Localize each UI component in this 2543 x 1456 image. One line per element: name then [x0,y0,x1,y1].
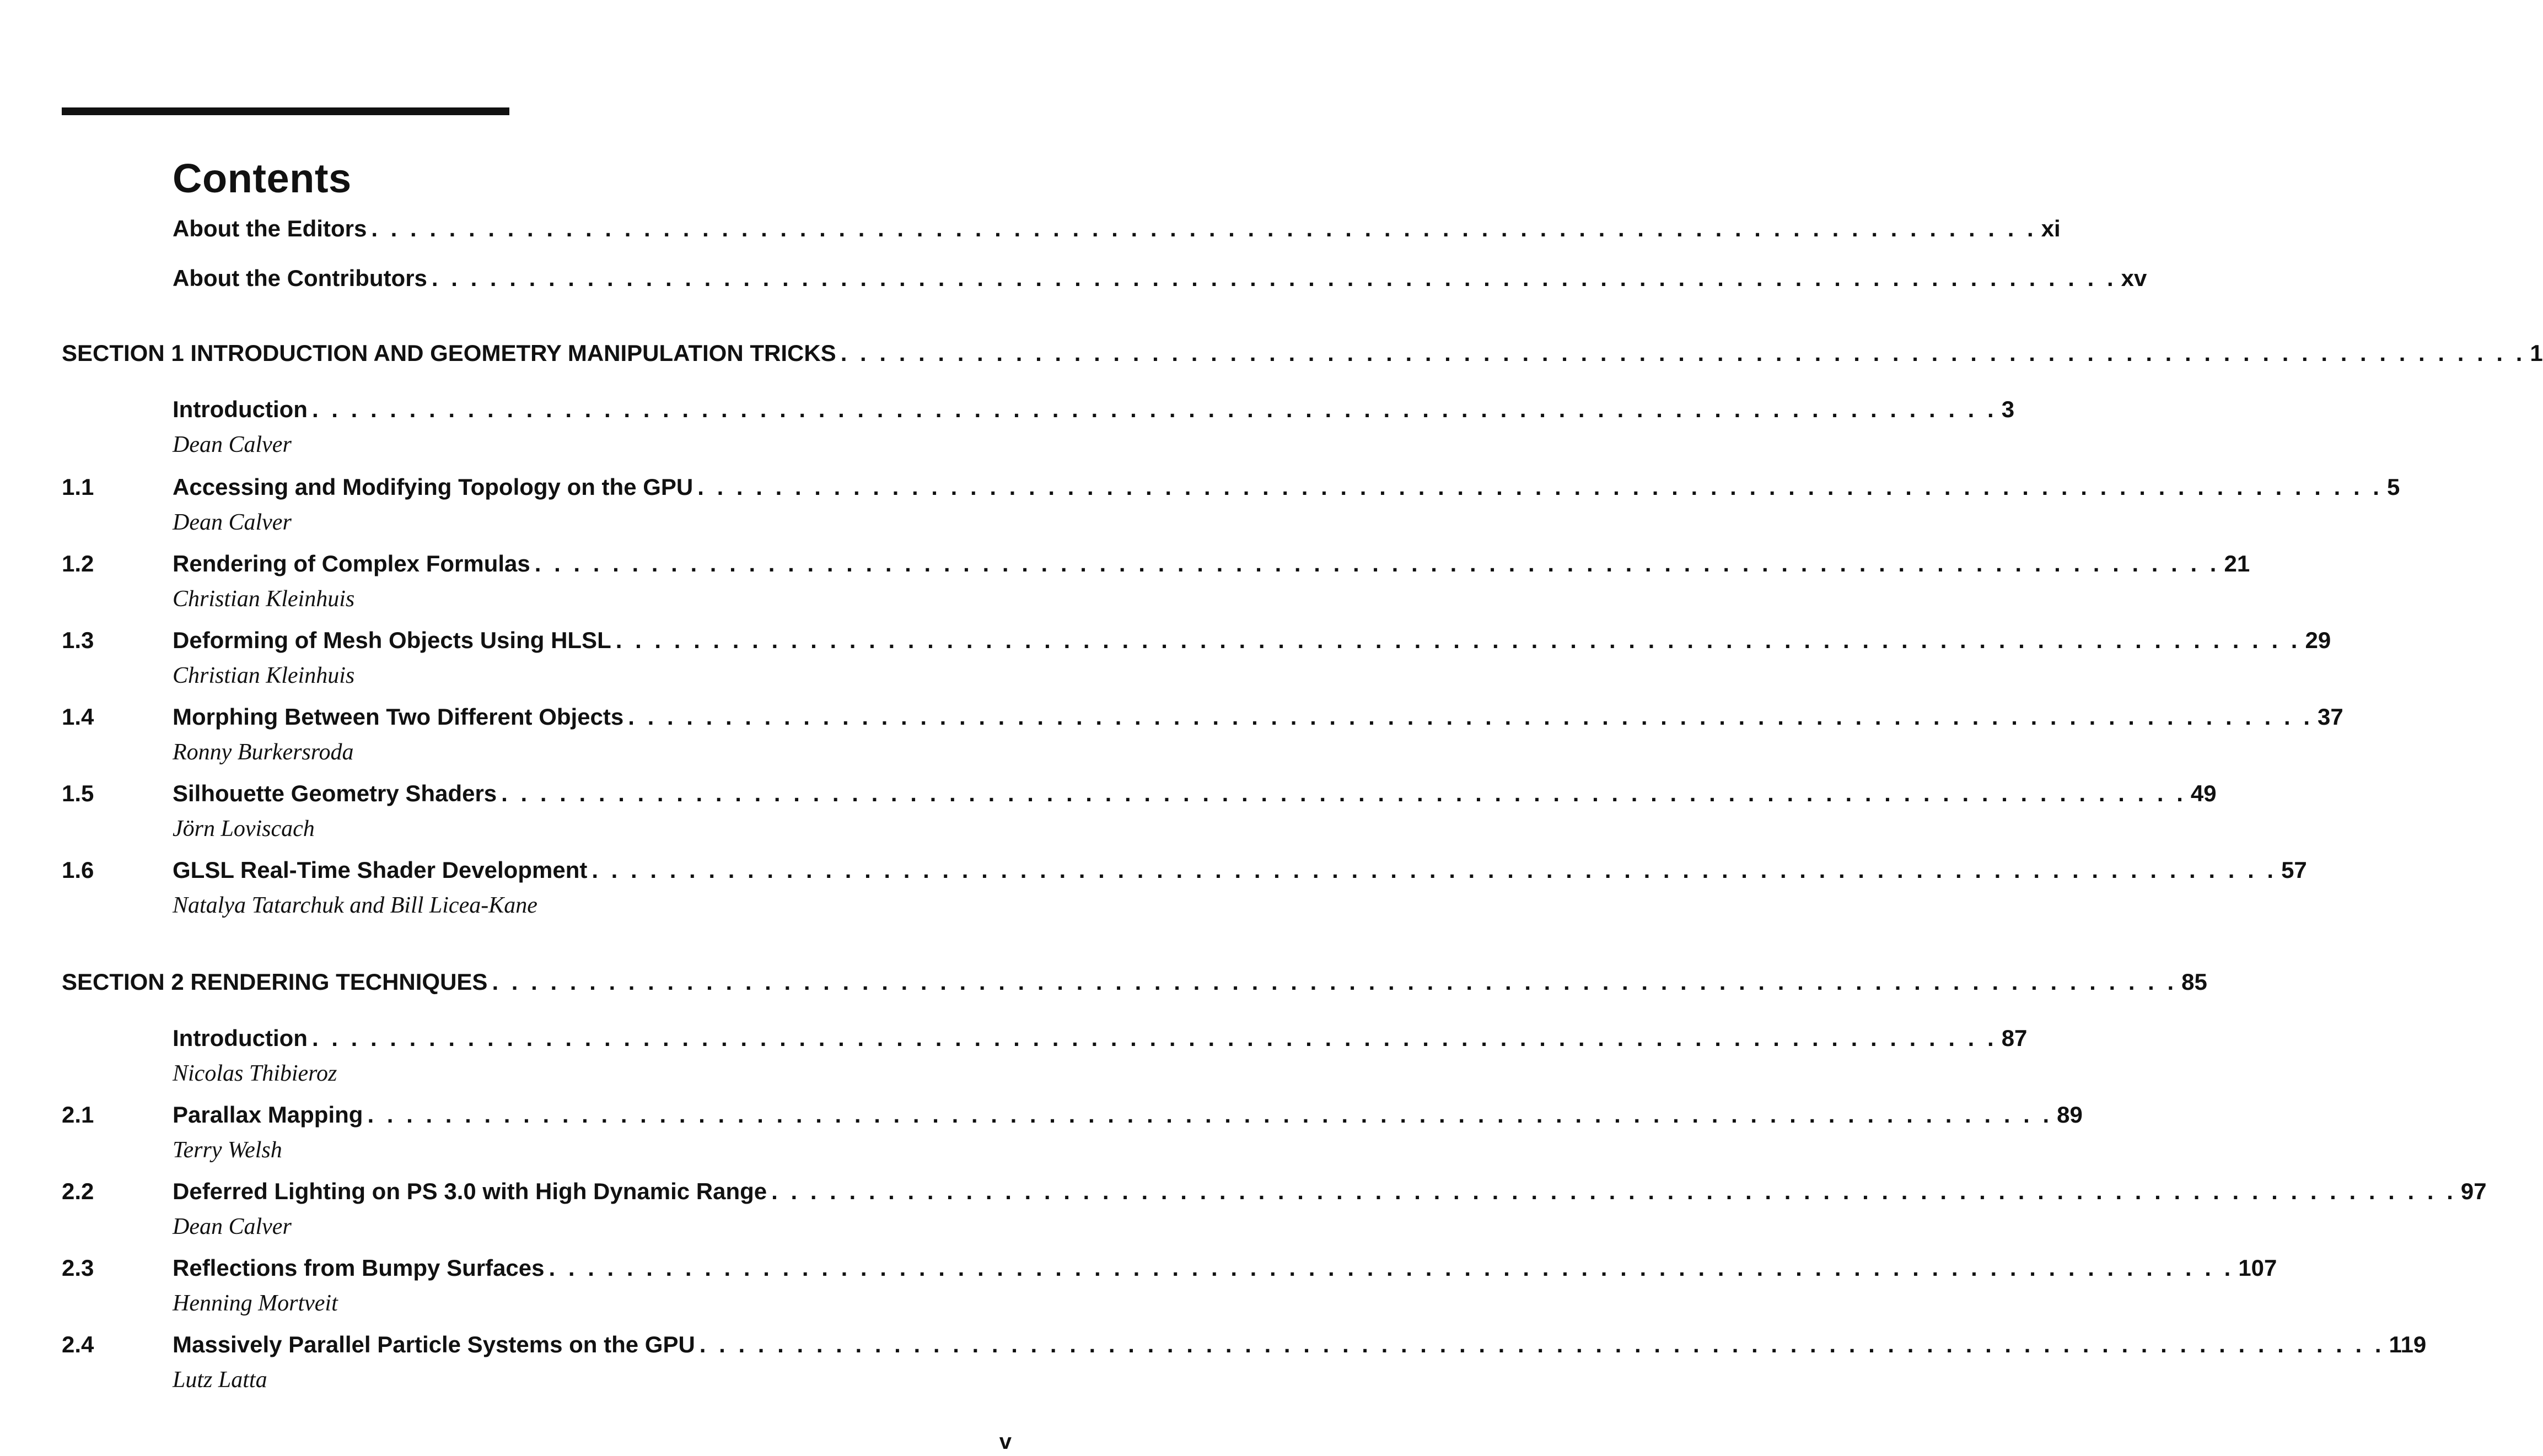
leader-dots: . . . . . . . . . . . . . . . . . . . . . . . . . . . . . . . . . . . . . . . . . . . . . . . . . . . . . . . . . . . . . . . . . . . . . . . . . . . . . . . . . . . . . . . [628,704,2313,730]
toc-page-number: 107 [2238,1255,2277,1281]
chapter-number: 2.4 [62,1331,94,1357]
toc-entry-title: Rendering of Complex Formulas [173,551,530,576]
toc-page-number: 3 [2001,396,2015,422]
toc-author: Ronny Burkersroda [173,740,354,765]
leader-dots: . . . . . . . . . . . . . . . . . . . . . . . . . . . . . . . . . . . . . . . . . . . . . . . . . . . . . . . . . . . . . . . . . . . . . . . . . . . . . . . . . . . . . . . [311,396,1997,422]
toc-entry-about-editors[interactable] [173,214,2061,244]
toc-author: Nicolas Thibieroz [173,1061,337,1086]
toc-entry[interactable] [173,625,2331,655]
toc-entry-title: About the Contributors [173,265,427,291]
leader-dots: . . . . . . . . . . . . . . . . . . . . . . . . . . . . . . . . . . . . . . . . . . . . . . . . . . . . . . . . . . . . . . . . . . . . . . . . . . . . . . . . . . . . . . . [840,340,2526,366]
toc-author: Christian Kleinhuis [173,663,355,688]
toc-entry-title: Morphing Between Two Different Objects [173,704,624,730]
page-title: Contents [173,155,352,201]
toc-author: Lutz Latta [173,1367,267,1393]
leader-dots: . . . . . . . . . . . . . . . . . . . . . . . . . . . . . . . . . . . . . . . . . . . . . . . . . . . . . . . . . . . . . . . . . . . . . . . . . . . . . . . . . . . . . . . [431,265,2117,291]
toc-author: Dean Calver [173,432,292,457]
toc-entry-title: GLSL Real-Time Shader Development [173,857,588,883]
toc-entry-title: Accessing and Modifying Topology on the GPU [173,474,693,500]
toc-author: Jörn Loviscach [173,816,315,842]
toc-page-number: 1 [2530,340,2543,366]
chapter-number: 1.3 [62,627,94,653]
chapter-number: 1.5 [62,780,94,806]
toc-author: Natalya Tatarchuk and Bill Licea-Kane [173,893,537,918]
toc-entry[interactable] [173,702,2343,732]
leader-dots: . . . . . . . . . . . . . . . . . . . . . . . . . . . . . . . . . . . . . . . . . . . . . . . . . . . . . . . . . . . . . . . . . . . . . . . . . . . . . . . . . . . . . . . [771,1178,2456,1204]
chapter-number: 1.2 [62,551,94,576]
toc-page-number: 89 [2057,1102,2083,1128]
toc-page-number: 87 [2001,1025,2028,1051]
chapter-number: 2.3 [62,1255,94,1281]
toc-entry[interactable] [173,1100,2083,1130]
chapter-number: 1.6 [62,857,94,883]
toc-page-number: 5 [2386,474,2400,500]
toc-entry-title: Introduction [173,1025,308,1051]
toc-entry[interactable] [173,1177,2487,1206]
toc-author: Dean Calver [173,1214,292,1239]
chapter-number: 1.4 [62,704,94,730]
leader-dots: . . . . . . . . . . . . . . . . . . . . . . . . . . . . . . . . . . . . . . . . . . . . . . . . . . . . . . . . . . . . . . . . . . . . . . . . . . . . . . . . . . . . . . . [592,857,2277,883]
toc-entry-about-contributors[interactable] [173,263,2147,293]
leader-dots: . . . . . . . . . . . . . . . . . . . . . . . . . . . . . . . . . . . . . . . . . . . . . . . . . . . . . . . . . . . . . . . . . . . . . . . . . . . . . . . . . . . . . . . [549,1255,2234,1281]
leader-dots: . . . . . . . . . . . . . . . . . . . . . . . . . . . . . . . . . . . . . . . . . . . . . . . . . . . . . . . . . . . . . . . . . . . . . . . . . . . . . . . . . . . . . . . [367,1102,2053,1128]
toc-entry[interactable] [173,1330,2427,1360]
toc-page-number: 119 [2389,1331,2427,1357]
toc-entry-title: Deferred Lighting on PS 3.0 with High Dynamic Range [173,1178,767,1204]
chapter-number: 2.1 [62,1102,94,1128]
toc-entry-title: Deforming of Mesh Objects Using HLSL [173,627,611,653]
toc-page-number: 21 [2224,551,2250,576]
leader-dots: . . . . . . . . . . . . . . . . . . . . . . . . . . . . . . . . . . . . . . . . . . . . . . . . . . . . . . . . . . . . . . . . . . . . . . . . . . . . . . . . . . . . . . . [615,627,2301,653]
toc-entry[interactable] [173,549,2250,579]
toc-entry-title: Parallax Mapping [173,1102,363,1128]
top-rule [62,107,509,115]
toc-entry-title: About the Editors [173,215,367,241]
leader-dots: . . . . . . . . . . . . . . . . . . . . . . . . . . . . . . . . . . . . . . . . . . . . . . . . . . . . . . . . . . . . . . . . . . . . . . . . . . . . . . . . . . . . . . . [699,1331,2385,1357]
chapter-number: 2.2 [62,1178,94,1204]
leader-dots: . . . . . . . . . . . . . . . . . . . . . . . . . . . . . . . . . . . . . . . . . . . . . . . . . . . . . . . . . . . . . . . . . . . . . . . . . . . . . . . . . . . . . . . [697,474,2383,500]
toc-entry[interactable] [173,779,2217,808]
leader-dots: . . . . . . . . . . . . . . . . . . . . . . . . . . . . . . . . . . . . . . . . . . . . . . . . . . . . . . . . . . . . . . . . . . . . . . . . . . . . . . . . . . . . . . [371,215,2037,241]
toc-page-number: 85 [2181,969,2207,995]
toc-section-1[interactable] [62,338,2543,368]
toc-page-number: 49 [2190,780,2217,806]
toc-page-number: xi [2041,215,2061,241]
leader-dots: . . . . . . . . . . . . . . . . . . . . . . . . . . . . . . . . . . . . . . . . . . . . . . . . . . . . . . . . . . . . . . . . . . . . . . . . . . . . . . . . . . . . . . . [492,969,2178,995]
toc-author: Terry Welsh [173,1137,282,1163]
toc-entry-title: Reflections from Bumpy Surfaces [173,1255,545,1281]
toc-page-number: 37 [2318,704,2343,730]
toc-page-number: 57 [2281,857,2307,883]
leader-dots: . . . . . . . . . . . . . . . . . . . . . . . . . . . . . . . . . . . . . . . . . . . . . . . . . . . . . . . . . . . . . . . . . . . . . . . . . . . . . . . . . . . . . . . [311,1025,1997,1051]
leader-dots: . . . . . . . . . . . . . . . . . . . . . . . . . . . . . . . . . . . . . . . . . . . . . . . . . . . . . . . . . . . . . . . . . . . . . . . . . . . . . . . . . . . . . . . [534,551,2220,576]
toc-author: Dean Calver [173,510,292,535]
toc-page-number: 97 [2460,1178,2487,1204]
toc-entry[interactable] [173,855,2307,885]
section-heading: SECTION 2 RENDERING TECHNIQUES [62,969,488,995]
leader-dots: . . . . . . . . . . . . . . . . . . . . . . . . . . . . . . . . . . . . . . . . . . . . . . . . . . . . . . . . . . . . . . . . . . . . . . . . . . . . . . . . . . . . . . . [501,780,2186,806]
toc-entry-title: Massively Parallel Particle Systems on the GPU [173,1331,695,1357]
toc-section-2[interactable] [62,967,2207,997]
toc-author: Christian Kleinhuis [173,586,355,612]
section-heading: SECTION 1 INTRODUCTION AND GEOMETRY MANIPULATION TRICKS [62,340,836,366]
toc-author: Henning Mortveit [173,1291,338,1316]
toc-entry-title: Silhouette Geometry Shaders [173,780,497,806]
toc-entry[interactable] [173,395,2015,424]
toc-page-number: xv [2121,265,2147,291]
toc-entry[interactable] [173,472,2400,502]
toc-entry[interactable] [173,1023,2028,1053]
toc-entry[interactable] [173,1253,2277,1283]
toc-page-number: 29 [2305,627,2331,653]
chapter-number: 1.1 [62,474,94,500]
page-folio: v [999,1430,1012,1454]
toc-entry-title: Introduction [173,396,308,422]
